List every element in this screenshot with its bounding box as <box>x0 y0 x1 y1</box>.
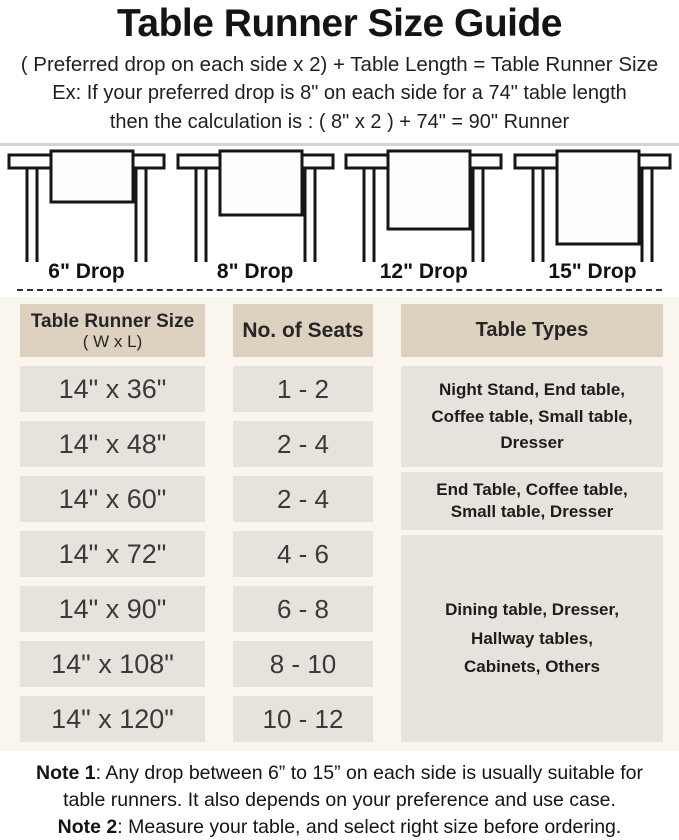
note-1-text: : Any drop between 6” to 15” on each side is usually suitable for table runners. It also depends on your preference and use case. <box>63 762 643 811</box>
note-2-text: : Measure your table, and select right size before ordering. <box>117 816 621 838</box>
table-runner <box>220 151 302 215</box>
drop-labels-row <box>0 259 679 289</box>
header-runner-size <box>20 304 205 357</box>
table-illustration-6in-drop <box>5 146 168 262</box>
table-runner <box>51 151 133 202</box>
drop-label-8in: 8" Drop <box>174 260 337 284</box>
table-types-group-large: Dining table, Dresser, Hallway tables, Cabinets, Others <box>401 535 663 742</box>
dashed-divider-line <box>17 289 662 291</box>
size-value: 14" x 48" <box>20 421 205 467</box>
table-illustrations-band <box>0 143 679 259</box>
header-runner-size-sub: ( W x L) <box>83 332 143 351</box>
table-drawing-8in <box>174 146 337 262</box>
seats-value: 1 - 2 <box>233 366 373 412</box>
table-drawing-12in <box>342 146 505 262</box>
table-types-group-small: Night Stand, End table, Coffee table, Small table, Dresser <box>401 366 663 467</box>
size-value: 14" x 36" <box>20 366 205 412</box>
seats-value: 4 - 6 <box>233 531 373 577</box>
seats-value: 10 - 12 <box>233 696 373 742</box>
drop-label-12in: 12" Drop <box>342 260 505 284</box>
table-illustration-8in-drop <box>174 146 337 262</box>
table-illustration-12in-drop <box>342 146 505 262</box>
seats-value: 2 - 4 <box>233 476 373 522</box>
table-drawing-6in <box>5 146 168 262</box>
table-drawing-15in <box>511 146 674 262</box>
seats-value: 6 - 8 <box>233 586 373 632</box>
table-types-column <box>401 366 663 742</box>
size-value: 14" x 108" <box>20 641 205 687</box>
size-value: 14" x 90" <box>20 586 205 632</box>
example-line-1: Ex: If your preferred drop is 8" on each side for a 74" table length <box>0 80 679 107</box>
size-value: 14" x 72" <box>20 531 205 577</box>
table-runner <box>557 151 639 244</box>
header-runner-size-label: Table Runner Size <box>31 311 194 332</box>
notes-section <box>0 751 679 840</box>
seats-value: 2 - 4 <box>233 421 373 467</box>
table-types-group-medium: End Table, Coffee table, Small table, Dresser <box>401 472 663 530</box>
note-2 <box>17 814 662 840</box>
size-value: 14" x 120" <box>20 696 205 742</box>
drop-label-6in: 6" Drop <box>5 260 168 284</box>
table-runner <box>388 151 470 229</box>
note-2-label: Note 2 <box>58 816 118 838</box>
formula-text: ( Preferred drop on each side x 2) + Table Length = Table Runner Size <box>0 51 679 79</box>
header-seats: No. of Seats <box>233 304 373 357</box>
drop-label-15in: 15" Drop <box>511 260 674 284</box>
size-value: 14" x 60" <box>20 476 205 522</box>
note-1 <box>17 760 662 813</box>
size-table <box>0 297 679 751</box>
example-line-2: then the calculation is : ( 8" x 2 ) + 74" = 90" Runner <box>0 109 679 136</box>
table-illustration-15in-drop <box>511 146 674 262</box>
page-title: Table Runner Size Guide <box>0 0 679 48</box>
header-table-types: Table Types <box>401 304 663 357</box>
seats-value: 8 - 10 <box>233 641 373 687</box>
note-1-label: Note 1 <box>36 762 96 784</box>
